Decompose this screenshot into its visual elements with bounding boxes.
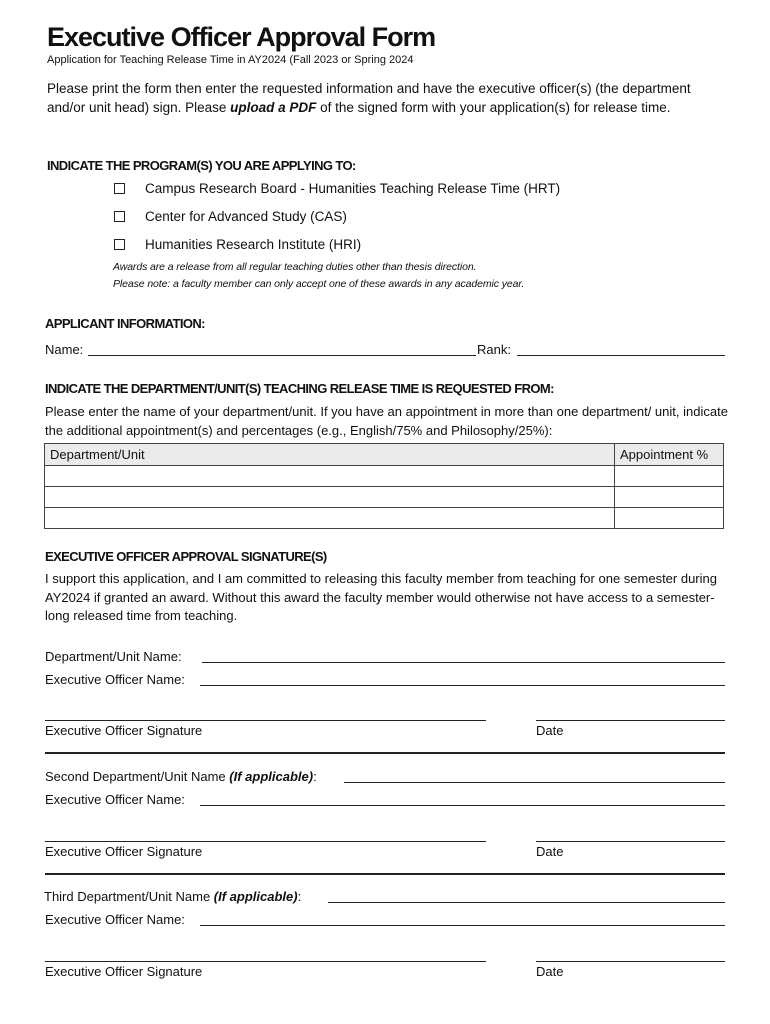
second-signature-label: Executive Officer Signature (45, 844, 203, 859)
applicant-heading: APPLICANT INFORMATION: (45, 316, 205, 331)
program-option-hrt[interactable] (114, 181, 560, 196)
first-dept-label: Department/Unit Name: (45, 649, 182, 664)
third-officer-label: Executive Officer Name: (45, 912, 185, 927)
table-row (45, 508, 724, 529)
second-signature-field[interactable] (45, 841, 486, 842)
rank-label: Rank: (477, 342, 511, 357)
support-statement: I support this application, and I am committed to releasing this faculty member from teaching for one semester during AY2024 if granted an award. Without this award the faculty member would otherwise not have access to a semester-long released time from teaching. (45, 571, 717, 623)
first-signature-label: Executive Officer Signature (45, 723, 203, 738)
first-officer-label: Executive Officer Name: (45, 672, 185, 687)
checkbox-hrt[interactable] (114, 183, 125, 194)
third-date-field[interactable] (536, 961, 725, 962)
department-cell[interactable] (45, 466, 615, 487)
third-officer-field[interactable] (200, 925, 725, 926)
department-instructions: Please enter the name of your department/unit. If you have an appointment in more than one department/ unit, indicate the additional appointment(s) and percentages (e.g., English/75% and Philosophy/25%): (45, 404, 728, 438)
checkbox-cas[interactable] (114, 211, 125, 222)
if-applicable-text: (If applicable) (213, 889, 298, 904)
form-subtitle: Application for Teaching Release Time in AY2024 (Fall 2023 or Spring 2024 (47, 54, 414, 66)
table-row (45, 466, 724, 487)
appointment-cell[interactable] (615, 508, 724, 529)
third-date-label: Date (536, 964, 564, 979)
table-row (45, 487, 724, 508)
program-option-label: Humanities Research Institute (HRI) (145, 237, 362, 252)
department-cell[interactable] (45, 487, 615, 508)
first-signature-field[interactable] (45, 720, 486, 721)
name-field[interactable] (88, 355, 476, 356)
upload-pdf-emphasis: upload a PDF (230, 100, 317, 115)
third-dept-label: Third Department/Unit Name (44, 889, 211, 904)
intro-after: of the signed form with your application(s) for release time. (316, 100, 671, 115)
checkbox-hri[interactable] (114, 239, 125, 250)
appointment-cell[interactable] (615, 466, 724, 487)
second-dept-label-group: Second Department/Unit Name (If applicable): (45, 769, 317, 784)
table-header-row (45, 444, 724, 466)
appointment-cell[interactable] (615, 487, 724, 508)
signatures-heading: EXECUTIVE OFFICER APPROVAL SIGNATURE(S) (45, 549, 327, 564)
program-option-label: Center for Advanced Study (CAS) (145, 209, 347, 224)
name-label: Name: (45, 342, 84, 357)
if-applicable-text: (If applicable) (229, 769, 314, 784)
department-cell[interactable] (45, 508, 615, 529)
first-dept-field[interactable] (202, 662, 725, 663)
program-option-label: Campus Research Board - Humanities Teaching Release Time (HRT) (145, 181, 561, 196)
second-date-label: Date (536, 844, 564, 859)
first-officer-field[interactable] (200, 685, 725, 686)
second-date-field[interactable] (536, 841, 725, 842)
department-table (44, 443, 724, 529)
section-divider (45, 752, 725, 754)
programs-heading: INDICATE THE PROGRAM(S) YOU ARE APPLYING TO: (47, 158, 356, 173)
department-heading: INDICATE THE DEPARTMENT/UNIT(S) TEACHING RELEASE TIME IS REQUESTED FROM: (45, 381, 554, 396)
column-header-department: Department/Unit (45, 444, 615, 466)
intro-text (47, 79, 727, 117)
first-date-label: Date (536, 723, 564, 738)
second-officer-field[interactable] (200, 805, 725, 806)
second-officer-label: Executive Officer Name: (45, 792, 185, 807)
section-divider (45, 873, 725, 875)
rank-field[interactable] (517, 355, 725, 356)
second-dept-field[interactable] (344, 782, 725, 783)
awards-note: Awards are a release from all regular teaching duties other than thesis direction. (113, 261, 477, 273)
intro-before: Please print the form then enter the requested information and have the executive officer(s) (the department and/or unit head) sign. Please (47, 81, 691, 115)
one-award-note: Please note: a faculty member can only accept one of these awards in any academic year. (113, 278, 525, 290)
third-dept-label-group: Third Department/Unit Name (If applicable): (44, 889, 302, 904)
program-option-cas[interactable] (114, 209, 347, 224)
first-date-field[interactable] (536, 720, 725, 721)
program-option-hri[interactable] (114, 237, 361, 252)
second-dept-label: Second Department/Unit Name (45, 769, 226, 784)
third-dept-field[interactable] (328, 902, 725, 903)
form-title: Executive Officer Approval Form (47, 22, 436, 52)
third-signature-label: Executive Officer Signature (45, 964, 203, 979)
third-signature-field[interactable] (45, 961, 486, 962)
column-header-appointment: Appointment % (615, 444, 724, 466)
